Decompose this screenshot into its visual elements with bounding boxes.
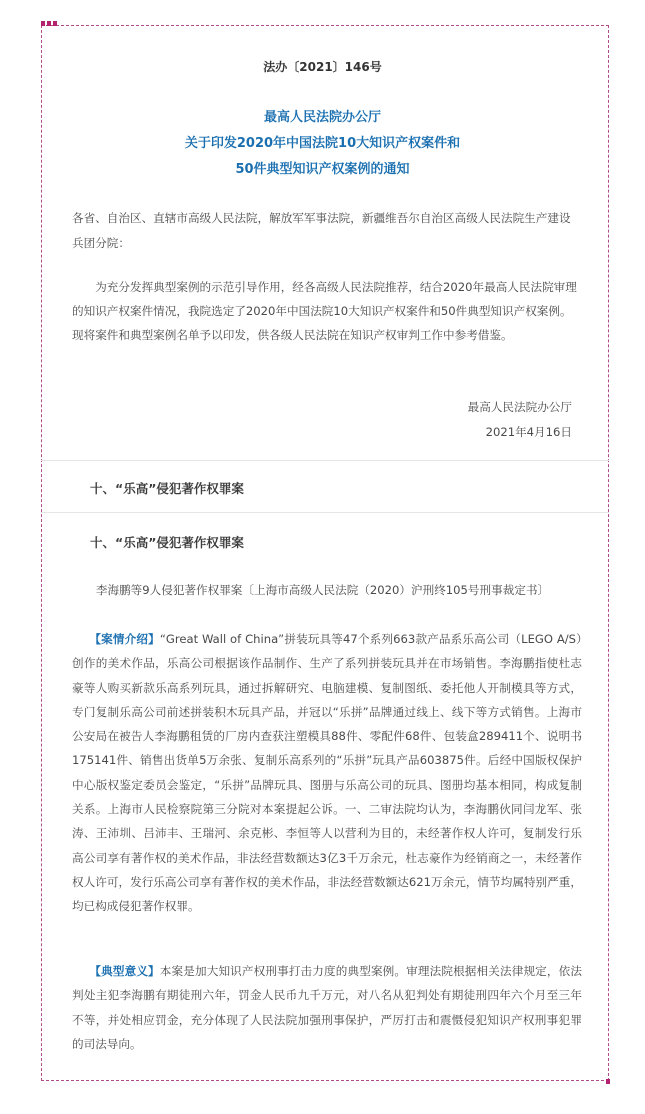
section-divider <box>41 512 609 513</box>
article-frame <box>41 25 609 1081</box>
typical-significance-tag: 【典型意义】 <box>89 964 160 978</box>
notice-title-line-2: 关于印发2020年中国法院10大知识产权案件和 <box>184 136 461 151</box>
addressee: 各省、自治区、直辖市高级人民法院，解放军军事法院，新疆维吾尔自治区高级人民法院生产建设兵团分院： <box>72 211 571 250</box>
issue-date: 2021年4月16日 <box>485 425 572 439</box>
case-introduction-text: “Great Wall of China”拼装玩具等47个系列663款产品系乐高公司（LEGO A/S）创作的美术作品，乐高公司根据该作品制作、生产了系列拼装玩具并在市场销售。李海鹏指使杜志豪等人购买新款乐高系列玩具，通过拆解研究、电脑建模、复制图纸、委托他人开制模具等方式，专门复制乐高公司前述拼装积木玩具产品，并冠以“乐拼”品牌通过线上、线下等方式销售。上海市公安局在被告人李海鹏租赁的厂房内查获注塑模具88件、零配件68件、包装盒289411个、说明书175141件、销售出货单5万余张、复制乐高系列的“乐拼”玩具产品603875件。后经中国版权保护中心版权鉴定委员会鉴定，“乐拼”品牌玩具、图册与乐高公司的玩具、图册均基本相同，构成复制关系。上海市人民检察院第三分院对本案提起公诉。一、二审法院均认为，李海鹏伙同闫龙军、张涛、王沛圳、吕沛丰、王瑞河、余克彬、李恒等人以营利为目的，未经著作权人许可，复制发行乐高公司享有著作权的美术作品，非法经营数额达3亿3千万余元，杜志豪作为经销商之一，未经著作权人许可，发行乐高公司享有著作权的美术作品，非法经营数额达621万余元，情节均属特别严重，均已构成侵犯著作权罪。 <box>72 632 582 914</box>
typical-significance-text: 本案是加大知识产权刑事打击力度的典型案例。审理法院根据相关法律规定，依法判处主犯李海鹏有期徒刑六年，罚金人民币九千万元，对八名从犯判处有期徒刑四年六个月至三年不等，并处相应罚金，充分体现了人民法院加强刑事保护，严厉打击和震慑侵犯知识产权刑事犯罪的司法导向。 <box>72 964 582 1051</box>
document-number: 法办〔2021〕146号 <box>263 60 382 74</box>
case-introduction-tag: 【案情介绍】 <box>89 632 160 646</box>
case-name: 李海鹏等9人侵犯著作权罪案〔上海市高级人民法院（2020）沪刑终105号刑事裁定书〕 <box>95 583 550 597</box>
notice-title-line-1: 最高人民法院办公厅 <box>263 110 381 125</box>
notice-paragraph: 为充分发挥典型案例的示范引导作用，经各高级人民法院推荐，结合2020年最高人民法院审理的知识产权案件情况，我院选定了2020年中国法院10大知识产权案件和50件典型知识产权案例。现将案件和典型案例名单予以印发，供各级人民法院在知识产权审判工作中参考借鉴。 <box>72 280 577 342</box>
section-heading: 十、“乐高”侵犯著作权罪案 <box>90 481 244 496</box>
typical-significance <box>72 959 582 1056</box>
section-heading: 十、“乐高”侵犯著作权罪案 <box>90 535 244 550</box>
section-divider <box>41 460 609 461</box>
case-introduction <box>72 627 582 919</box>
notice-title-line-3: 50件典型知识产权案例的通知 <box>235 162 410 177</box>
issuer-signature: 最高人民法院办公厅 <box>467 400 572 414</box>
frame-corner-decoration <box>606 1079 610 1084</box>
frame-corner-decoration <box>41 21 57 26</box>
